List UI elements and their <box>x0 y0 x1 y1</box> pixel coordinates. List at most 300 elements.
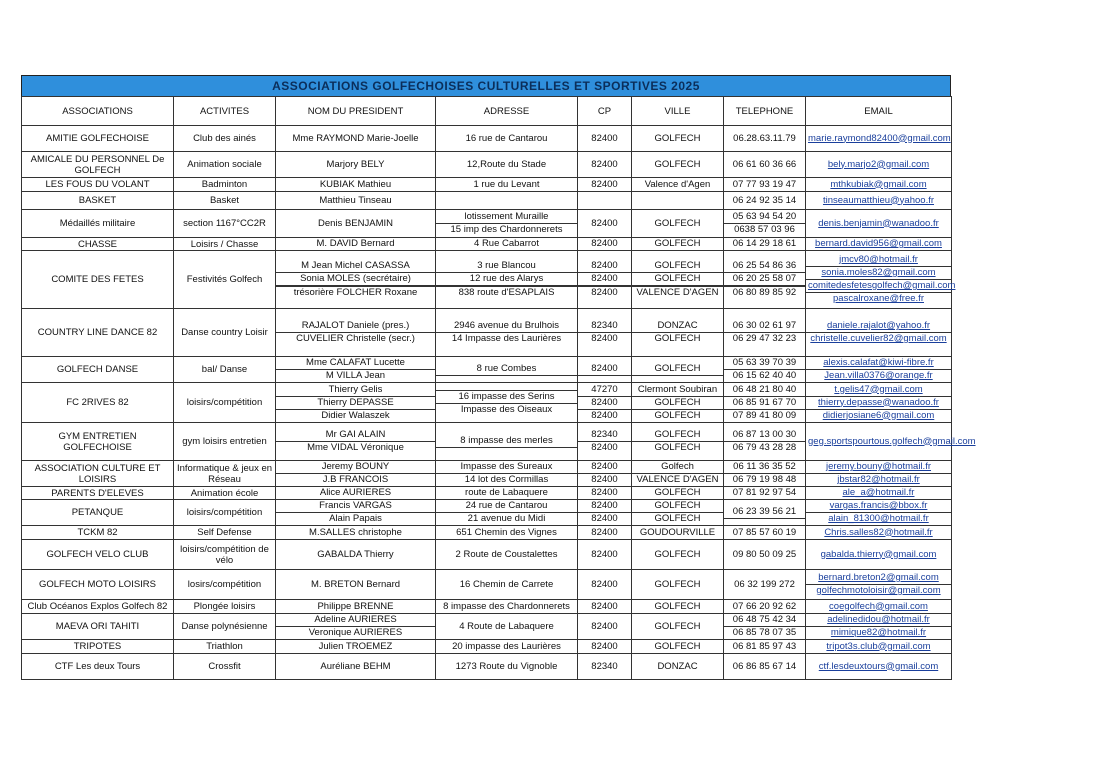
cell-telephone <box>724 526 806 540</box>
cell-adresse-line: 3 rue Blancou <box>477 260 536 271</box>
cell-ville-line: GOLFECH <box>654 620 701 632</box>
cell-telephone-line: 06 48 75 42 34 <box>732 614 797 625</box>
cell-cp-line <box>578 375 631 376</box>
cell-activite: Badminton <box>174 178 276 192</box>
cell-telephone <box>724 614 806 640</box>
cell-telephone <box>724 126 806 152</box>
cell-president-line: M Jean Michel CASASSA <box>301 260 410 271</box>
cell-activite: Loisirs / Chasse <box>174 238 276 251</box>
cell-ville-line: GOLFECH <box>654 158 701 170</box>
cell-president <box>276 461 436 487</box>
cell-telephone-line: 06 15 62 40 40 <box>724 369 805 382</box>
cell-cp-line: 82400 <box>578 396 631 409</box>
cell-ville-line: DONZAC <box>657 660 698 672</box>
cell-ville-line: GOLFECH <box>654 132 701 144</box>
cell-association: AMITIE GOLFECHOISE <box>22 126 174 152</box>
cell-cp-line: 82400 <box>591 178 618 190</box>
cell-ville <box>632 423 724 461</box>
cell-ville <box>632 251 724 309</box>
cell-cp-line: 82400 <box>591 158 618 170</box>
cell-email <box>806 654 952 680</box>
cell-telephone-line <box>724 518 805 519</box>
cell-adresse-line: route de Labaquere <box>465 487 548 498</box>
cell-ville-line: GOLFECH <box>654 238 701 249</box>
cell-activite: Festivités Golfech <box>174 251 276 309</box>
cell-activite: section 1167°CC2R <box>174 210 276 238</box>
cell-ville-line: GOLFECH <box>654 578 701 590</box>
cell-association: CTF Les deux Tours <box>22 654 174 680</box>
cell-email-line[interactable]: alain_81300@hotmail.fr <box>806 512 951 525</box>
cell-president <box>276 238 436 251</box>
cell-president-line: Thierry DEPASSE <box>276 396 435 409</box>
cell-telephone-line: 05 63 39 70 39 <box>732 357 797 368</box>
cell-association: TRIPOTES <box>22 640 174 654</box>
cell-email-line[interactable]: jbstar82@hotmail.fr <box>806 473 951 486</box>
cell-email-line[interactable]: thierry.depasse@wanadoo.fr <box>806 396 951 409</box>
table-row <box>22 423 952 461</box>
associations-sheet <box>21 75 976 680</box>
cell-cp-line: 82400 <box>591 548 618 560</box>
cell-adresse-line: 1 rue du Levant <box>473 178 540 190</box>
cell-ville-line: GOLFECH <box>654 487 701 498</box>
cell-adresse-line: 8 impasse des Chardonnerets <box>443 600 570 612</box>
cell-telephone-line: 07 81 92 97 54 <box>732 487 797 498</box>
cell-telephone-line: 07 85 57 60 19 <box>732 526 797 538</box>
cell-adresse <box>436 600 578 614</box>
col-header-telephone: TELEPHONE <box>724 97 806 126</box>
cell-cp-line: 82400 <box>591 620 618 632</box>
cell-activite: Basket <box>174 192 276 210</box>
cell-president-line: Mr GAI ALAIN <box>325 429 386 440</box>
cell-ville <box>632 309 724 357</box>
cell-president <box>276 251 436 309</box>
cell-activite: loisirs/compétition de vélo <box>174 540 276 570</box>
col-header-president: NOM DU PRESIDENT <box>276 97 436 126</box>
cell-adresse-line: 838 route d'ESAPLAIS <box>436 286 577 299</box>
table-row <box>22 383 952 423</box>
cell-president-line: Julien TROEMEZ <box>318 640 393 652</box>
cell-telephone <box>724 640 806 654</box>
cell-president <box>276 600 436 614</box>
cell-email-line[interactable]: comitedesfetesgolfech@gmail.com <box>808 280 956 291</box>
cell-cp <box>578 309 632 357</box>
cell-telephone <box>724 487 806 500</box>
cell-adresse <box>436 251 578 309</box>
cell-cp-line: 82400 <box>578 441 631 454</box>
cell-telephone-line: 06.28.63.11.79 <box>733 132 796 144</box>
cell-president <box>276 309 436 357</box>
cell-activite: Informatique & jeux en Réseau <box>174 461 276 487</box>
cell-telephone <box>724 383 806 423</box>
table-row <box>22 461 952 487</box>
cell-president <box>276 526 436 540</box>
cell-ville-line: GOLFECH <box>654 548 701 560</box>
cell-association: ASSOCIATION CULTURE ET LOISIRS <box>22 461 174 487</box>
cell-president-line: Philippe BRENNE <box>317 600 394 612</box>
table-row <box>22 526 952 540</box>
cell-ville-line: GOLFECH <box>632 441 723 454</box>
cell-ville-line: VALENCE D'AGEN <box>632 286 723 299</box>
cell-adresse-line: 14 lot des Cormillas <box>436 473 577 486</box>
cell-president <box>276 192 436 210</box>
cell-president <box>276 654 436 680</box>
cell-adresse-line: 8 rue Combes <box>476 363 537 374</box>
cell-telephone-line: 06 79 43 28 28 <box>724 441 805 454</box>
cell-adresse <box>436 423 578 461</box>
cell-president-line: M.SALLES christophe <box>309 526 402 538</box>
cell-adresse <box>436 309 578 357</box>
col-header-adresse: ADRESSE <box>436 97 578 126</box>
cell-telephone-line: 06 20 25 58 07 <box>724 272 805 285</box>
cell-president <box>276 383 436 423</box>
cell-ville <box>632 210 724 238</box>
cell-cp-line: 82400 <box>591 600 618 612</box>
cell-ville <box>632 178 724 192</box>
cell-email-line[interactable]: Chris.salles82@hotmail.fr <box>824 526 933 538</box>
cell-ville <box>632 357 724 383</box>
cell-email-line[interactable]: ctf.lesdeuxtours@gmail.com <box>818 660 939 672</box>
cell-cp <box>578 383 632 423</box>
cell-telephone <box>724 500 806 526</box>
cell-president <box>276 540 436 570</box>
cell-telephone <box>724 461 806 487</box>
col-header-associations: ASSOCIATIONS <box>22 97 174 126</box>
cell-ville <box>632 192 724 210</box>
cell-email-line[interactable]: didierjosiane6@gmail.com <box>806 409 951 422</box>
cell-telephone-line: 06 79 19 98 48 <box>724 473 805 486</box>
cell-email-line[interactable]: pascalroxane@free.fr <box>806 292 951 305</box>
cell-cp <box>578 192 632 210</box>
col-header-ville: VILLE <box>632 97 724 126</box>
cell-association: LES FOUS DU VOLANT <box>22 178 174 192</box>
cell-email-line[interactable]: ale_a@hotmail.fr <box>842 487 915 498</box>
cell-association: TCKM 82 <box>22 526 174 540</box>
cell-president <box>276 152 436 178</box>
cell-email-line[interactable]: bernard.david956@gmail.com <box>815 238 942 249</box>
cell-cp <box>578 614 632 640</box>
cell-ville <box>632 487 724 500</box>
cell-association: GOLFECH MOTO LOISIRS <box>22 570 174 600</box>
col-header-email: EMAIL <box>806 97 952 126</box>
cell-cp-line: 82400 <box>591 640 618 652</box>
cell-president-line: Adeline AURIERES <box>314 614 397 625</box>
cell-telephone-line: 06 86 85 67 14 <box>732 660 797 672</box>
cell-telephone-line: 06 81 85 97 43 <box>732 640 797 652</box>
cell-president-line: Alice AURIERES <box>319 487 392 498</box>
cell-association: GOLFECH DANSE <box>22 357 174 383</box>
cell-adresse-line: 651 Chemin des Vignes <box>456 526 557 538</box>
cell-adresse-line: 8 impasse des merles <box>460 435 553 446</box>
cell-cp <box>578 423 632 461</box>
table-row <box>22 357 952 383</box>
cell-association: Club Océanos Explos Golfech 82 <box>22 600 174 614</box>
cell-cp <box>578 152 632 178</box>
cell-cp <box>578 540 632 570</box>
cell-adresse-line: 4 Rue Cabarrot <box>474 238 539 249</box>
cell-ville-line: DONZAC <box>657 320 698 331</box>
table-row <box>22 309 952 357</box>
cell-adresse-line: 21 avenue du Midi <box>436 512 577 525</box>
cell-telephone <box>724 152 806 178</box>
cell-ville <box>632 126 724 152</box>
cell-ville-line: GOLFECH <box>654 500 701 511</box>
cell-telephone-line: 06 85 91 67 70 <box>724 396 805 409</box>
cell-president-line: Veronique AURIERES <box>276 626 435 639</box>
cell-telephone-line: 06 24 92 35 14 <box>732 194 797 206</box>
cell-president-line: KUBIAK Mathieu <box>319 178 392 190</box>
sheet-title: ASSOCIATIONS GOLFECHOISES CULTURELLES ET SPORTIVES 2025 <box>21 75 951 96</box>
cell-cp-line: 82400 <box>591 526 618 538</box>
cell-telephone-line: 06 14 29 18 61 <box>732 238 797 249</box>
table-row <box>22 126 952 152</box>
cell-email <box>806 383 952 423</box>
table-row <box>22 487 952 500</box>
cell-telephone-line: 06 48 21 80 40 <box>732 383 797 395</box>
cell-email-line[interactable]: bely.marjo2@gmail.com <box>827 158 930 170</box>
cell-email <box>806 251 956 309</box>
cell-email-line[interactable]: jmcv80@hotmail.fr <box>839 254 918 265</box>
cell-email-line[interactable]: t.gelis47@gmail.com <box>834 383 923 395</box>
cell-ville-line: GOLFECH <box>632 272 723 285</box>
cell-email <box>806 570 952 600</box>
cell-ville-line: GOLFECH <box>632 512 723 525</box>
cell-association: GOLFECH VELO CLUB <box>22 540 174 570</box>
cell-adresse <box>436 461 578 487</box>
cell-email <box>806 600 952 614</box>
cell-cp-line: 82340 <box>591 320 618 331</box>
associations-table <box>21 96 976 680</box>
cell-president <box>276 570 436 600</box>
cell-telephone-line: 09 80 50 09 25 <box>732 548 797 560</box>
cell-association: PARENTS D'ELEVES <box>22 487 174 500</box>
cell-email-line[interactable]: marie.raymond82400@gmail.com <box>808 132 951 144</box>
cell-association: FC 2RIVES 82 <box>22 383 174 423</box>
cell-ville-line: Valence d'Agen <box>644 178 711 190</box>
cell-email <box>806 357 952 383</box>
table-row <box>22 238 952 251</box>
cell-adresse <box>436 526 578 540</box>
cell-ville <box>632 614 724 640</box>
cell-adresse <box>436 383 578 423</box>
cell-email-line[interactable]: gabalda.thierry@gmail.com <box>820 548 937 560</box>
header-row <box>22 97 952 126</box>
cell-telephone-line: 06 32 199 272 <box>734 578 795 590</box>
cell-telephone-line: 06 25 54 86 36 <box>732 260 797 271</box>
cell-activite: loisirs/compétition <box>174 383 276 423</box>
cell-telephone <box>724 192 806 210</box>
cell-email-line[interactable]: daniele.rajalot@yahoo.fr <box>826 320 931 331</box>
cell-cp-line: 82400 <box>578 409 631 422</box>
cell-president <box>276 640 436 654</box>
cell-president <box>276 423 436 461</box>
cell-cp <box>578 357 632 383</box>
cell-telephone-line: 06 29 47 32 23 <box>724 332 805 345</box>
col-header-activites: ACTIVITES <box>174 97 276 126</box>
cell-ville <box>632 570 724 600</box>
cell-president-line: CUVELIER Christelle (secr.) <box>276 332 435 345</box>
cell-cp <box>578 178 632 192</box>
table-row <box>22 192 952 210</box>
table-row <box>22 570 952 600</box>
cell-cp <box>578 238 632 251</box>
table-row <box>22 500 952 526</box>
cell-email-line[interactable]: bernard.breton2@gmail.com <box>818 572 939 583</box>
cell-email <box>806 126 952 152</box>
table-row <box>22 210 952 238</box>
cell-telephone-line: 0638 57 03 96 <box>724 223 805 236</box>
cell-cp-line: 82400 <box>591 217 618 229</box>
cell-president-line: Mme VIDAL Véronique <box>276 441 435 454</box>
cell-email-line[interactable]: vargas.francis@bbox.fr <box>829 500 928 511</box>
cell-ville-line: GOLFECH <box>654 429 701 440</box>
table-row <box>22 178 952 192</box>
cell-adresse-line: 4 Route de Labaquere <box>459 620 554 632</box>
cell-activite: Danse country Loisir <box>174 309 276 357</box>
cell-ville-line: GOUDOURVILLE <box>639 526 716 538</box>
cell-adresse-line: 16 impasse des Serins <box>436 390 577 403</box>
cell-adresse-line: lotissement Muraille <box>464 211 549 222</box>
cell-adresse-line: 20 impasse des Laurières <box>452 640 561 652</box>
cell-telephone-line: 05 63 94 54 20 <box>732 211 797 222</box>
cell-telephone <box>724 357 806 383</box>
cell-president-line: Mme CALAFAT Lucette <box>306 357 405 368</box>
cell-email <box>806 640 952 654</box>
cell-president-line: GABALDA Thierry <box>317 548 394 560</box>
cell-ville <box>632 238 724 251</box>
cell-email <box>806 238 952 251</box>
cell-email <box>806 526 952 540</box>
cell-telephone-line: 07 66 20 92 62 <box>732 600 797 612</box>
cell-email-line[interactable]: christelle.cuvelier82@gmail.com <box>806 332 951 345</box>
cell-adresse <box>436 640 578 654</box>
cell-ville-line: VALENCE D'AGEN <box>632 473 723 486</box>
cell-cp <box>578 487 632 500</box>
cell-adresse <box>436 152 578 178</box>
cell-email-line[interactable]: alexis.calafat@kiwi-fibre.fr <box>823 357 934 368</box>
cell-president-line: M. BRETON Bernard <box>310 578 401 590</box>
cell-adresse-line: 2946 avenue du Brulhois <box>453 320 560 331</box>
cell-cp-line: 82400 <box>591 500 618 511</box>
cell-president-line: Alain Papais <box>276 512 435 525</box>
cell-cp-line: 82400 <box>591 578 618 590</box>
cell-association: BASKET <box>22 192 174 210</box>
cell-adresse-line: 15 imp des Chardonnerets <box>436 223 577 236</box>
table-row <box>22 600 952 614</box>
cell-activite: Crossfit <box>174 654 276 680</box>
cell-email-line[interactable]: mimique82@hotmail.fr <box>806 626 951 639</box>
cell-association: Médaillés militaire <box>22 210 174 238</box>
cell-email-line[interactable]: geg.sportspourtous.golfech@gmail.com <box>808 435 976 447</box>
cell-email-line[interactable]: tripot3s.club@gmail.com <box>826 640 931 652</box>
cell-president <box>276 614 436 640</box>
cell-ville-line: GOLFECH <box>654 363 701 374</box>
cell-email-line[interactable]: Jean.villa0376@orange.fr <box>806 369 951 382</box>
table-row <box>22 614 952 640</box>
cell-president-line: Mme RAYMOND Marie-Joelle <box>292 132 419 144</box>
cell-adresse <box>436 540 578 570</box>
cell-cp-line: 82400 <box>591 238 618 249</box>
cell-adresse <box>436 500 578 526</box>
cell-adresse-line: Impasse des Sureaux <box>460 461 553 472</box>
cell-email-line[interactable]: golfechmotoloisir@gmail.com <box>806 584 951 597</box>
cell-telephone-line: 06 30 02 61 97 <box>732 320 797 331</box>
cell-activite: Animation sociale <box>174 152 276 178</box>
cell-cp-line: 82400 <box>578 332 631 345</box>
cell-email-line[interactable]: tinseaumatthieu@yahoo.fr <box>822 194 935 206</box>
cell-president-line: Jeremy BOUNY <box>321 461 390 472</box>
cell-telephone <box>724 238 806 251</box>
cell-telephone-line: 06 80 89 85 92 <box>724 286 805 299</box>
cell-activite: Triathlon <box>174 640 276 654</box>
cell-cp <box>578 640 632 654</box>
cell-ville <box>632 152 724 178</box>
cell-president-line: trésorière FOLCHER Roxane <box>276 286 435 299</box>
cell-activite: Animation école <box>174 487 276 500</box>
cell-telephone-line: 07 89 41 80 09 <box>724 409 805 422</box>
cell-ville <box>632 540 724 570</box>
cell-email-line[interactable]: adelinedidou@hotmail.fr <box>827 614 930 625</box>
cell-adresse-line: 16 rue de Cantarou <box>465 132 548 144</box>
cell-activite: Danse polynésienne <box>174 614 276 640</box>
cell-adresse <box>436 357 578 383</box>
cell-president-line: Francis VARGAS <box>319 500 392 511</box>
cell-cp <box>578 570 632 600</box>
cell-association: GYM ENTRETIEN GOLFECHOISE <box>22 423 174 461</box>
cell-email-line[interactable]: coegolfech@gmail.com <box>829 600 928 612</box>
cell-cp-line: 82400 <box>591 132 618 144</box>
cell-ville <box>632 500 724 526</box>
cell-association: MAEVA ORI TAHITI <box>22 614 174 640</box>
cell-adresse <box>436 192 578 210</box>
cell-email-line[interactable]: sonia.moles82@gmail.com <box>806 266 951 279</box>
cell-president-line: J.B FRANCOIS <box>276 473 435 486</box>
cell-telephone-line: 06 23 39 56 21 <box>732 506 797 517</box>
cell-cp <box>578 126 632 152</box>
cell-telephone <box>724 309 806 357</box>
cell-ville-line <box>632 375 723 376</box>
cell-cp-line: 82400 <box>591 487 618 498</box>
cell-cp-line: 82400 <box>591 461 618 472</box>
cell-president <box>276 487 436 500</box>
cell-email-line[interactable]: mthkubiak@gmail.com <box>830 178 927 190</box>
cell-association: AMICALE DU PERSONNEL De GOLFECH <box>22 152 174 178</box>
cell-activite: losirs/compétition <box>174 570 276 600</box>
cell-ville <box>632 640 724 654</box>
cell-adresse-line: 16 Chemin de Carrete <box>459 578 554 590</box>
cell-cp-line: 47270 <box>591 383 618 395</box>
cell-adresse <box>436 210 578 238</box>
table-body <box>22 126 976 680</box>
cell-adresse-line <box>436 375 577 376</box>
cell-email-line[interactable]: denis.benjamin@wanadoo.fr <box>818 217 939 229</box>
table-row <box>22 152 952 178</box>
cell-email <box>806 614 952 640</box>
cell-email-line[interactable]: jeremy.bouny@hotmail.fr <box>825 461 932 472</box>
cell-adresse-line: 14 Impasse des Laurières <box>436 332 577 345</box>
cell-email <box>806 152 952 178</box>
cell-ville-line: Clermont Soubiran <box>637 383 718 395</box>
cell-president-line: Auréliane BEHM <box>320 660 391 672</box>
cell-president-line: Didier Walaszek <box>276 409 435 422</box>
cell-ville-line: GOLFECH <box>654 217 701 229</box>
cell-president <box>276 500 436 526</box>
cell-activite: bal/ Danse <box>174 357 276 383</box>
cell-adresse-line: 12,Route du Stade <box>466 158 547 170</box>
cell-cp <box>578 526 632 540</box>
cell-email <box>806 192 952 210</box>
cell-adresse-line: 2 Route de Coustalettes <box>455 548 558 560</box>
cell-telephone <box>724 570 806 600</box>
